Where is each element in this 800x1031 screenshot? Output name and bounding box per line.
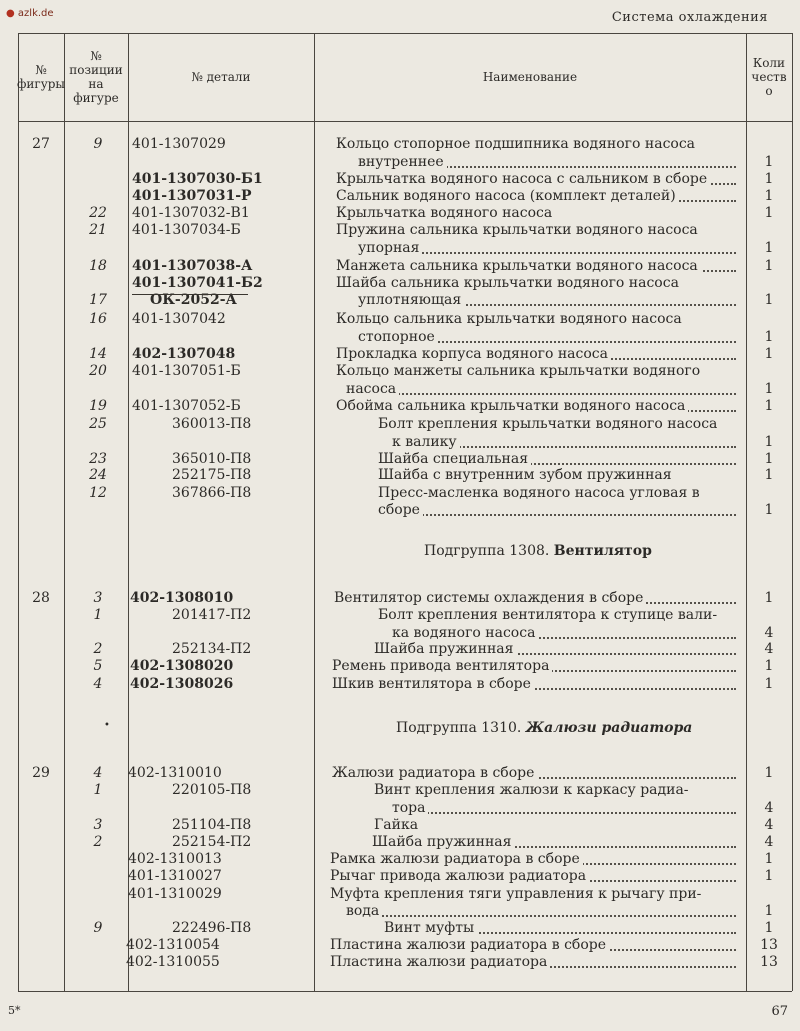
- table-row: [18, 954, 792, 971]
- part-number: 402-1308010: [130, 590, 234, 606]
- part-number: 401-1307041-Б2: [132, 275, 263, 291]
- part-name-text: Обойма сальника крыльчатки водяного насоса: [336, 398, 688, 414]
- part-name: [336, 311, 736, 328]
- part-name-text: Пружина сальника крыльчатки водяного насоса: [336, 222, 701, 238]
- part-name-text: Ремень привода вентилятора: [332, 658, 552, 674]
- part-number: 402-1307048: [132, 346, 236, 362]
- quantity: 1: [764, 868, 774, 884]
- table-row: [18, 676, 792, 693]
- table-row: [18, 398, 792, 415]
- table-row: [18, 502, 792, 519]
- quantity: 4: [764, 641, 774, 657]
- position-number: 12: [89, 485, 107, 501]
- part-name: [358, 240, 736, 257]
- part-name-text: Шайба пружинная: [374, 641, 516, 657]
- quantity: 1: [764, 502, 774, 518]
- column-header-quantity: Количество: [751, 56, 787, 98]
- table-row: [18, 222, 792, 239]
- part-number: 367866-П8: [172, 485, 252, 501]
- part-name: [330, 937, 736, 954]
- table-row: [18, 765, 792, 782]
- column-header-position: № позиции на фигуре: [69, 49, 123, 105]
- part-name: [378, 467, 736, 484]
- table-row: [18, 658, 792, 675]
- part-number: 401-1307031-Р: [132, 188, 252, 204]
- part-name: [330, 886, 736, 903]
- part-name: [330, 868, 736, 885]
- part-number: ОК-2052-А: [150, 292, 237, 308]
- part-name: [330, 851, 736, 868]
- part-name-text: к валику: [392, 434, 460, 450]
- part-number: 252134-П2: [172, 641, 252, 657]
- part-name: [378, 607, 736, 624]
- part-name-text: тора: [392, 800, 428, 816]
- part-name: [372, 834, 736, 851]
- leader-dots: [378, 514, 736, 516]
- table-row: [18, 467, 792, 484]
- subgroup-heading: Подгруппа 1310. Жалюзи радиатора: [396, 720, 693, 736]
- part-number: 401-1307042: [132, 311, 226, 327]
- part-name-text: Шайба пружинная: [372, 834, 514, 850]
- table-row: [18, 346, 792, 363]
- watermark: ● azlk.de: [6, 8, 54, 19]
- quantity: 1: [764, 434, 774, 450]
- part-name: [336, 136, 736, 153]
- part-number: 401-1307051-Б: [132, 363, 241, 379]
- quantity: 1: [764, 451, 774, 467]
- position-number: 2: [93, 641, 103, 657]
- part-number: 401-1307038-А: [132, 258, 253, 274]
- position-number: 1: [93, 782, 103, 798]
- position-number: 17: [89, 292, 107, 308]
- part-number: 401-1307030-Б1: [132, 171, 263, 187]
- part-name: [358, 292, 736, 309]
- part-name-text: Болт крепления вентилятора к ступице вали-: [378, 607, 720, 623]
- position-number: 21: [89, 222, 107, 238]
- column-header-part-number: № детали: [191, 70, 251, 84]
- quantity: 1: [764, 292, 774, 308]
- part-number: 402-1308020: [130, 658, 234, 674]
- table-row: [18, 434, 792, 451]
- footer-left: 5*: [8, 1004, 21, 1017]
- part-number: 401-1307034-Б: [132, 222, 241, 238]
- quantity: 1: [764, 188, 774, 204]
- part-name-text: Винт крепления жалюзи к каркасу радиа-: [374, 782, 692, 798]
- part-name: [378, 451, 736, 468]
- part-name-text: Прокладка корпуса водяного насоса: [336, 346, 611, 362]
- part-name: [336, 398, 736, 415]
- quantity: 4: [764, 834, 774, 850]
- table-row: [18, 868, 792, 885]
- table-row: [18, 782, 792, 799]
- part-name-text: вода: [346, 903, 382, 919]
- part-name: [346, 903, 736, 920]
- part-name-text: Манжета сальника крыльчатки водяного насоса: [336, 258, 701, 274]
- position-number: 16: [89, 311, 107, 327]
- quantity: 1: [764, 903, 774, 919]
- part-name-text: Крыльчатка водяного насоса: [336, 205, 555, 221]
- part-number: 251104-П8: [172, 817, 252, 833]
- quantity: 1: [764, 590, 774, 606]
- part-name-text: Кольцо сальника крыльчатки водяного насоса: [336, 311, 685, 327]
- table-row: [18, 329, 792, 346]
- part-name-text: Шайба сальника крыльчатки водяного насоса: [336, 275, 682, 291]
- part-name-text: Пластина жалюзи радиатора в сборе: [330, 937, 609, 953]
- table-row: [18, 817, 792, 834]
- quantity: 4: [764, 800, 774, 816]
- position-number: 24: [89, 467, 107, 483]
- part-number: 401-1310029: [128, 886, 222, 902]
- leader-dots: [392, 812, 736, 814]
- part-name-text: Винт муфты: [384, 920, 477, 936]
- table-row: [18, 485, 792, 502]
- part-name-text: Жалюзи радиатора в сборе: [332, 765, 537, 781]
- part-number: 402-1308026: [130, 676, 234, 692]
- quantity: 1: [764, 154, 774, 170]
- part-name: [336, 171, 736, 188]
- position-number: 20: [89, 363, 107, 379]
- quantity: 1: [764, 851, 774, 867]
- part-name-text: насоса: [346, 381, 399, 397]
- part-name: [330, 954, 736, 971]
- part-name: [374, 782, 736, 799]
- part-name-text: сборе: [378, 502, 423, 518]
- part-name: [336, 222, 736, 239]
- part-number: 360013-П8: [172, 416, 252, 432]
- position-number: 9: [93, 920, 103, 936]
- quantity: 1: [764, 658, 774, 674]
- position-number: 5: [93, 658, 103, 674]
- quantity: 1: [764, 920, 774, 936]
- part-name: [358, 329, 736, 346]
- table-row: [18, 451, 792, 468]
- table-row: [18, 886, 792, 903]
- part-name-text: Гайка: [374, 817, 421, 833]
- figure-number: 28: [32, 590, 50, 606]
- part-number: 220105-П8: [172, 782, 252, 798]
- part-name: [332, 658, 736, 675]
- table-border-bottom: [18, 991, 792, 992]
- part-name: [336, 346, 736, 363]
- quantity: 4: [764, 625, 774, 641]
- part-name: [392, 434, 736, 451]
- part-name: [392, 625, 736, 642]
- part-name-text: Сальник водяного насоса (комплект деталей): [336, 188, 679, 204]
- part-number: 222496-П8: [172, 920, 252, 936]
- table-row: [18, 834, 792, 851]
- table-border-right: [792, 33, 793, 991]
- quantity: 1: [764, 398, 774, 414]
- table-row: [18, 381, 792, 398]
- part-name: [332, 676, 736, 693]
- quantity: 4: [764, 817, 774, 833]
- part-name: [358, 154, 736, 171]
- part-name-text: ка водяного насоса: [392, 625, 538, 641]
- part-number: 365010-П8: [172, 451, 252, 467]
- part-name: [336, 363, 736, 380]
- position-number: 19: [89, 398, 107, 414]
- table-row: [18, 275, 792, 292]
- part-name-text: Шайба с внутренним зубом пружинная: [378, 467, 675, 483]
- table-row: [18, 363, 792, 380]
- position-number: 4: [93, 765, 103, 781]
- table-row: [18, 903, 792, 920]
- table-row: [18, 188, 792, 205]
- part-name-text: Рычаг привода жалюзи радиатора: [330, 868, 589, 884]
- quantity: 1: [764, 205, 774, 221]
- table-row: [18, 607, 792, 624]
- table-row: [18, 205, 792, 222]
- part-name-text: Кольцо стопорное подшипника водяного насоса: [336, 136, 698, 152]
- position-number: 3: [93, 817, 103, 833]
- part-name: [336, 258, 736, 275]
- position-number: 3: [93, 590, 103, 606]
- page-number: 67: [771, 1004, 788, 1019]
- quantity: 1: [764, 258, 774, 274]
- quantity: 13: [760, 937, 778, 953]
- part-name: [346, 381, 736, 398]
- position-number: 23: [89, 451, 107, 467]
- position-number: 18: [89, 258, 107, 274]
- part-number: 401-1310027: [128, 868, 222, 884]
- position-number: 22: [89, 205, 107, 221]
- table-row: [18, 625, 792, 642]
- part-name: [378, 416, 736, 433]
- header-divider: [18, 121, 792, 122]
- part-name: [378, 485, 736, 502]
- part-number: 401-1307032-В1: [132, 205, 250, 221]
- part-name-text: Вентилятор системы охлаждения в сборе: [334, 590, 646, 606]
- part-number: 402-1310010: [128, 765, 222, 781]
- part-name-text: Пластина жалюзи радиатора: [330, 954, 550, 970]
- position-number: 4: [93, 676, 103, 692]
- quantity: 1: [764, 676, 774, 692]
- part-name-text: стопорное: [358, 329, 438, 345]
- part-name-text: внутреннее: [358, 154, 447, 170]
- table-row: [18, 240, 792, 257]
- part-name-text: Муфта крепления тяги управления к рычагу при-: [330, 886, 704, 902]
- quantity: 1: [764, 765, 774, 781]
- quantity: 1: [764, 240, 774, 256]
- table-row: [18, 800, 792, 817]
- column-header-figure: № фигуры: [17, 63, 65, 91]
- table-row: [18, 851, 792, 868]
- subgroup-heading: Подгруппа 1308. Вентилятор: [424, 543, 652, 559]
- table-row: [18, 590, 792, 607]
- table-row: [18, 920, 792, 937]
- part-name: [378, 502, 736, 519]
- position-number: 25: [89, 416, 107, 432]
- table-row: [18, 136, 792, 153]
- table-row: [18, 937, 792, 954]
- position-number: 14: [89, 346, 107, 362]
- part-name: [374, 817, 736, 834]
- part-name: [336, 275, 736, 292]
- position-number: 1: [93, 607, 103, 623]
- mark: •: [104, 720, 110, 731]
- part-name-text: Шайба специальная: [378, 451, 531, 467]
- part-name-text: уплотняющая: [358, 292, 464, 308]
- part-number: 201417-П2: [172, 607, 252, 623]
- part-number: 252175-П8: [172, 467, 252, 483]
- quantity: 1: [764, 346, 774, 362]
- part-name-text: упорная: [358, 240, 422, 256]
- column-header-name: Наименование: [482, 70, 578, 84]
- part-name-text: Шкив вентилятора в сборе: [332, 676, 534, 692]
- page-header-title: Система охлаждения: [611, 10, 768, 25]
- part-number: 401-1307029: [132, 136, 226, 152]
- part-number: 402-1310055: [126, 954, 220, 970]
- table-row: [18, 154, 792, 171]
- part-name: [392, 800, 736, 817]
- part-name: [336, 205, 736, 222]
- part-number: 401-1307052-Б: [132, 398, 241, 414]
- part-name-text: Болт крепления крыльчатки водяного насоса: [378, 416, 720, 432]
- quantity: 13: [760, 954, 778, 970]
- table-row: [18, 258, 792, 275]
- table-row: [18, 311, 792, 328]
- leader-dots: [346, 915, 736, 917]
- quantity: 1: [764, 467, 774, 483]
- part-name: [334, 590, 736, 607]
- part-name-text: Крыльчатка водяного насоса с сальником в сборе: [336, 171, 710, 187]
- position-number: 2: [93, 834, 103, 850]
- table-row: [18, 171, 792, 188]
- part-name: [336, 188, 736, 205]
- part-name: [374, 641, 736, 658]
- part-name: [384, 920, 736, 937]
- figure-number: 27: [32, 136, 50, 152]
- table-row: [18, 416, 792, 433]
- part-name-text: Пресс-масленка водяного насоса угловая в: [378, 485, 703, 501]
- part-number: 402-1310013: [128, 851, 222, 867]
- part-name-text: Рамка жалюзи радиатора в сборе: [330, 851, 583, 867]
- position-number: 9: [93, 136, 103, 152]
- part-number-rule: [132, 294, 248, 295]
- table-row: [18, 641, 792, 658]
- part-name: [332, 765, 736, 782]
- quantity: 1: [764, 381, 774, 397]
- part-name-text: Кольцо манжеты сальника крыльчатки водяного: [336, 363, 703, 379]
- part-number: 402-1310054: [126, 937, 220, 953]
- leader-dots: [346, 393, 736, 395]
- figure-number: 29: [32, 765, 50, 781]
- part-number: 252154-П2: [172, 834, 252, 850]
- quantity: 1: [764, 329, 774, 345]
- quantity: 1: [764, 171, 774, 187]
